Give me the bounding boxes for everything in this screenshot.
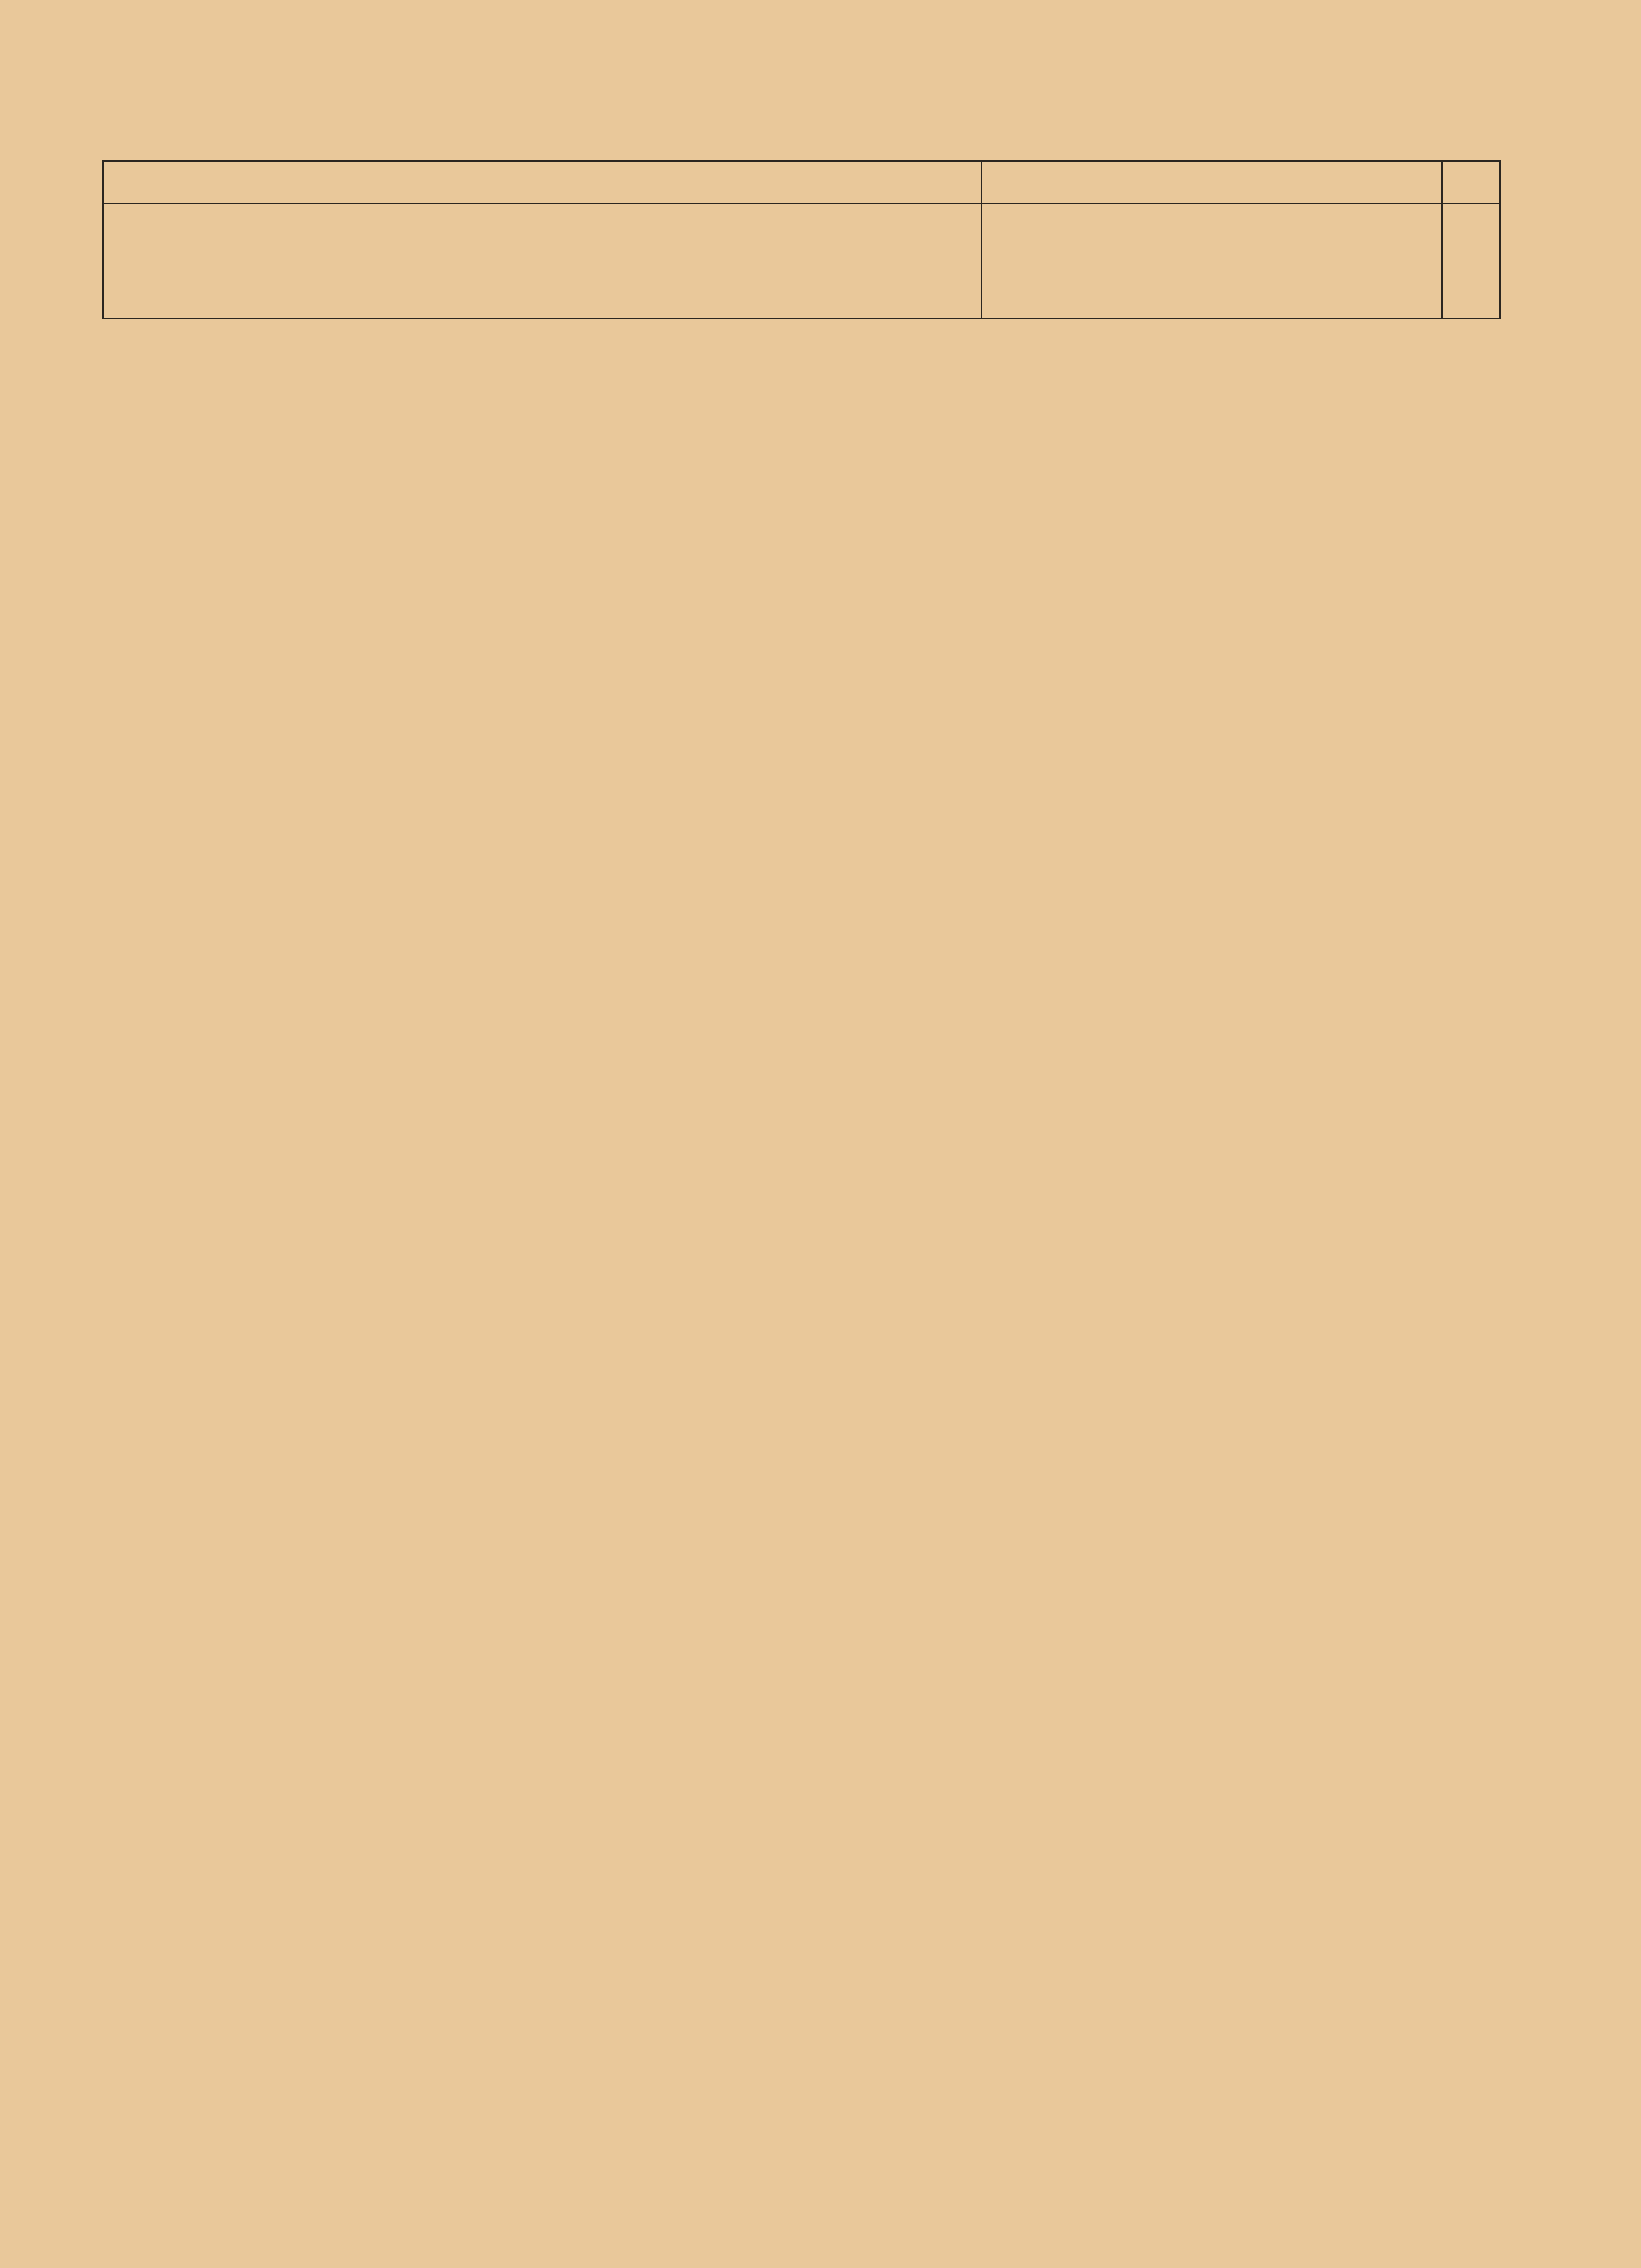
weather-log-table	[102, 160, 1501, 319]
r-header	[1442, 161, 1500, 204]
column-headers	[103, 161, 982, 204]
wetter-header	[982, 161, 1442, 204]
remark-r-empty	[1442, 204, 1500, 319]
remark-wetter-empty	[982, 204, 1442, 319]
remark-cell	[103, 204, 982, 319]
remark-text	[104, 204, 981, 218]
